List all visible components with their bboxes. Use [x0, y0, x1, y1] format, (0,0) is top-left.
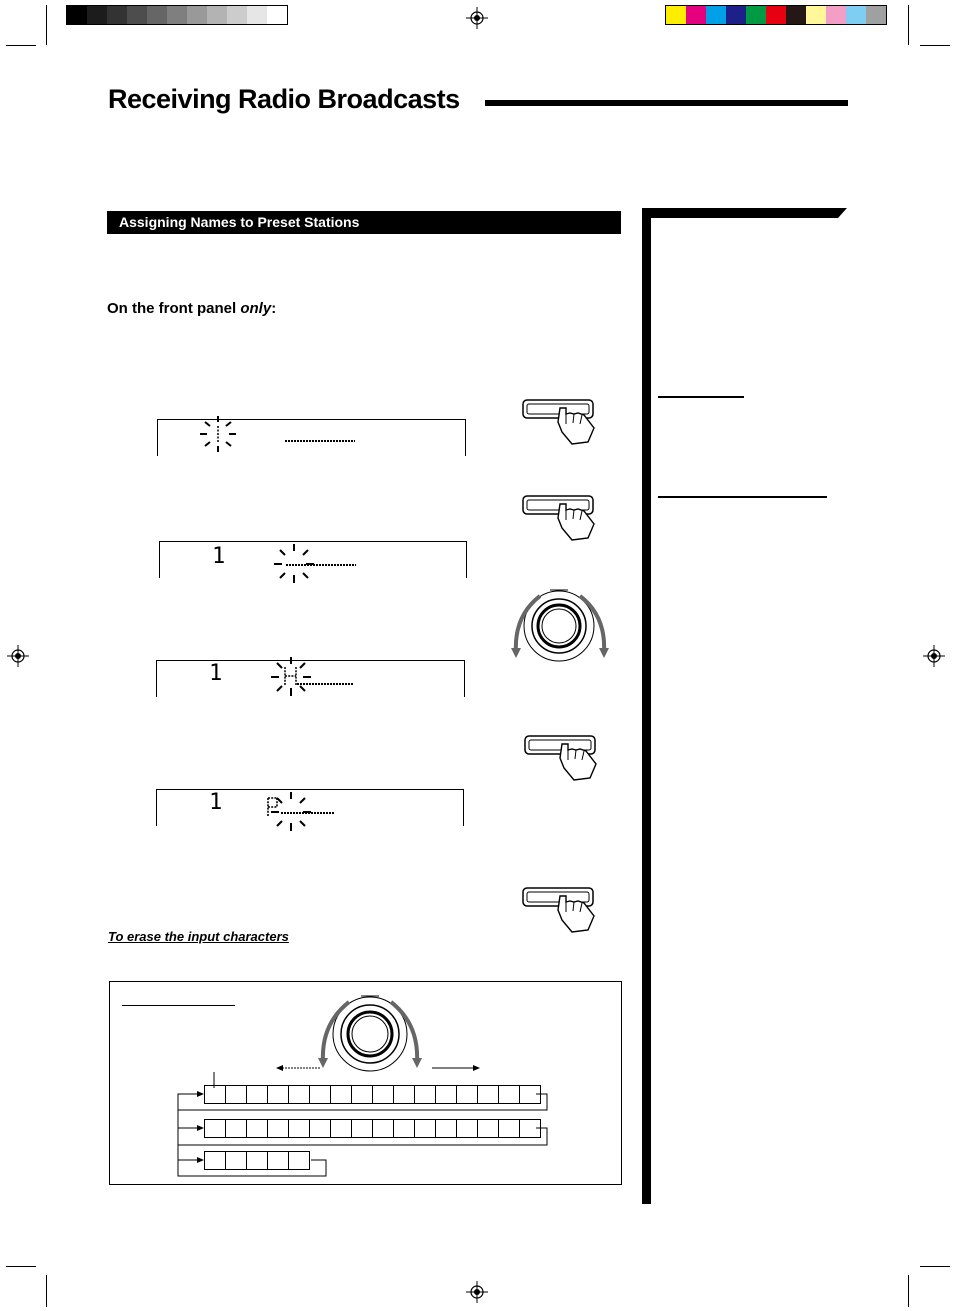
color-swatch: [267, 6, 287, 24]
sidebar-frame: [640, 208, 850, 1208]
name-dashes: [286, 563, 356, 567]
color-swatch: [866, 6, 886, 24]
gray-ramp: [66, 5, 288, 25]
color-swatch: [686, 6, 706, 24]
front-panel-note: On the front panel only:: [107, 300, 277, 317]
preset-number: 1: [209, 661, 223, 686]
preset-number: 1: [212, 544, 226, 569]
color-swatch: [806, 6, 826, 24]
color-swatch: [207, 6, 227, 24]
finger-press-icon: [522, 886, 602, 936]
color-swatch: [846, 6, 866, 24]
crop-mark: [6, 45, 36, 46]
display-panel: [157, 419, 466, 456]
color-swatch: [127, 6, 147, 24]
color-swatch: [147, 6, 167, 24]
color-swatch: [746, 6, 766, 24]
color-swatch: [786, 6, 806, 24]
page-title: Receiving Radio Broadcasts: [108, 84, 460, 114]
color-swatch: [167, 6, 187, 24]
blink-burst-icon: [269, 655, 313, 699]
erase-heading: To erase the input characters: [108, 929, 289, 944]
display-panel: [159, 541, 467, 578]
color-swatch: [67, 6, 87, 24]
row-flow-arrows: [110, 982, 623, 1186]
crop-mark: [908, 1275, 909, 1307]
color-swatch: [87, 6, 107, 24]
crop-mark: [908, 5, 909, 45]
color-swatch: [726, 6, 746, 24]
registration-mark-icon: [466, 7, 488, 29]
finger-press-icon: [522, 494, 602, 544]
registration-mark-icon: [923, 645, 945, 667]
sidebar-rule: [658, 396, 744, 398]
color-swatch: [107, 6, 127, 24]
color-swatch: [187, 6, 207, 24]
crop-mark: [920, 45, 950, 46]
name-dashes: [285, 439, 355, 443]
finger-press-icon: [524, 734, 604, 784]
name-dashes: [297, 682, 353, 686]
color-swatch: [227, 6, 247, 24]
color-swatch: [766, 6, 786, 24]
display-panel: [156, 660, 465, 697]
crop-mark: [6, 1266, 36, 1267]
color-swatch: [826, 6, 846, 24]
registration-mark-icon: [7, 645, 29, 667]
character-table: [109, 981, 622, 1185]
display-panel: [156, 789, 464, 826]
color-swatch: [666, 6, 686, 24]
crop-mark: [46, 5, 47, 45]
color-bar: [665, 5, 887, 25]
sidebar-rule: [658, 496, 827, 498]
color-swatch: [706, 6, 726, 24]
registration-mark-icon: [466, 1281, 488, 1303]
name-dashes: [281, 811, 335, 815]
crop-mark: [920, 1266, 950, 1267]
color-swatch: [247, 6, 267, 24]
section-heading: Assigning Names to Preset Stations: [107, 211, 621, 234]
blink-burst-icon: [196, 414, 240, 454]
multi-jog-dial-icon: [508, 586, 612, 662]
title-rule: [485, 100, 848, 106]
preset-number: 1: [209, 790, 223, 815]
crop-mark: [46, 1275, 47, 1307]
finger-press-icon: [522, 398, 602, 448]
